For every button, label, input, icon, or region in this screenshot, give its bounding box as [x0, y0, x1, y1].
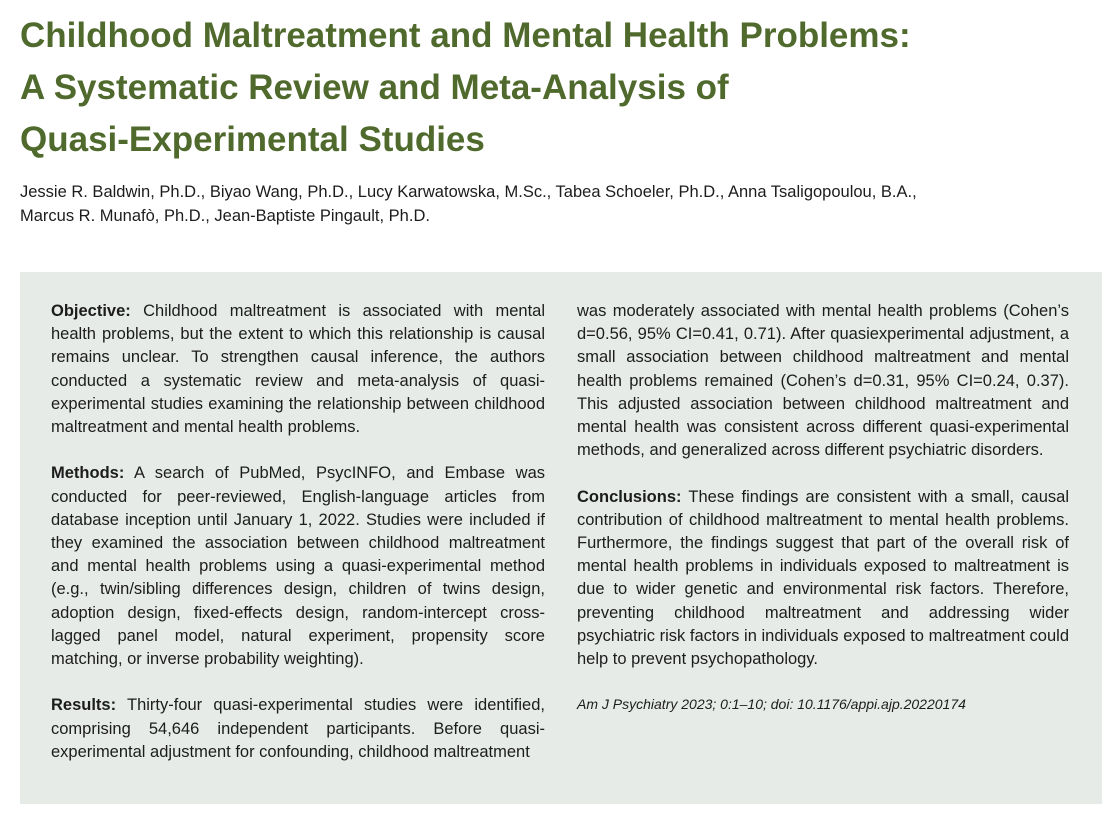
methods-text: A search of PubMed, PsycINFO, and Embase was conducted for peer-reviewed, English-language articles from database inception until January 1, 2022. Studies were included if they examined the association between childhood maltreatment and mental health problems using a quasi-experimental method (e.g., twin/sibling differences design, children of twins design, adoption design, fixed-effects design, random-intercept cross-lagged panel model, natural experiment, propensity score matching, or inverse probability weighting). — [51, 464, 545, 669]
results-continued-text: was moderately associated with mental health problems (Cohen’s d=0.56, 95% CI=0.41, 0.71). After quasiexperimental adjustment, a small association between childhood maltreatment and mental health problems remained (Cohen’s d=0.31, 95% CI=0.24, 0.37). This adjusted association between childhood maltreatment and mental health was consistent across different quasi-experimental methods, and generalized across different psychiatric disorders. — [577, 302, 1069, 460]
conclusions-text: These findings are consistent with a small, causal contribution of childhood maltreatment to mental health problems. Furthermore, the findings suggest that part of the overall risk of mental health problems in individuals exposed to maltreatment is due to wider genetic and environmental risk factors. Therefore, preventing childhood maltreatment and addressing wider psychiatric risk factors in individuals exposed to maltreatment could help to prevent psychopathology. — [577, 487, 1069, 669]
results-text: Thirty-four quasi-experimental studies were identified, comprising 54,646 independent participants. Before quasi-experimental adjustment for confounding, childhood maltreatment — [51, 696, 545, 761]
abstract-left-column — [51, 300, 545, 764]
conclusions-paragraph — [577, 486, 1069, 672]
article-title — [20, 10, 1100, 166]
abstract-box — [20, 272, 1102, 804]
abstract-right-column — [577, 300, 1069, 714]
objective-text: Childhood maltreatment is associated with mental health problems, but the extent to which this relationship is causal remains unclear. To strengthen causal inference, the authors conducted a systematic review and meta-analysis of quasi-experimental studies examining the relationship between childhood maltreatment and mental health problems. — [51, 302, 545, 437]
results-label: Results: — [51, 696, 117, 715]
author-list — [20, 180, 1100, 228]
results-paragraph — [51, 694, 545, 764]
title-line-3: Quasi-Experimental Studies — [20, 120, 485, 159]
objective-paragraph — [51, 300, 545, 439]
conclusions-label: Conclusions: — [577, 487, 682, 506]
journal-citation: Am J Psychiatry 2023; 0:1–10; doi: 10.1176/appi.ajp.20220174 — [577, 696, 966, 713]
objective-label: Objective: — [51, 302, 131, 320]
methods-paragraph — [51, 462, 545, 671]
title-line-2: A Systematic Review and Meta-Analysis of — [20, 68, 729, 107]
methods-label: Methods: — [51, 464, 125, 483]
author-line-1: Jessie R. Baldwin, Ph.D., Biyao Wang, Ph.D., Lucy Karwatowska, M.Sc., Tabea Schoeler, Ph.D., Anna Tsaligopoulou, B.A., — [20, 183, 917, 201]
title-line-1: Childhood Maltreatment and Mental Health Problems: — [20, 16, 911, 55]
author-line-2: Marcus R. Munafò, Ph.D., Jean-Baptiste Pingault, Ph.D. — [20, 207, 430, 225]
